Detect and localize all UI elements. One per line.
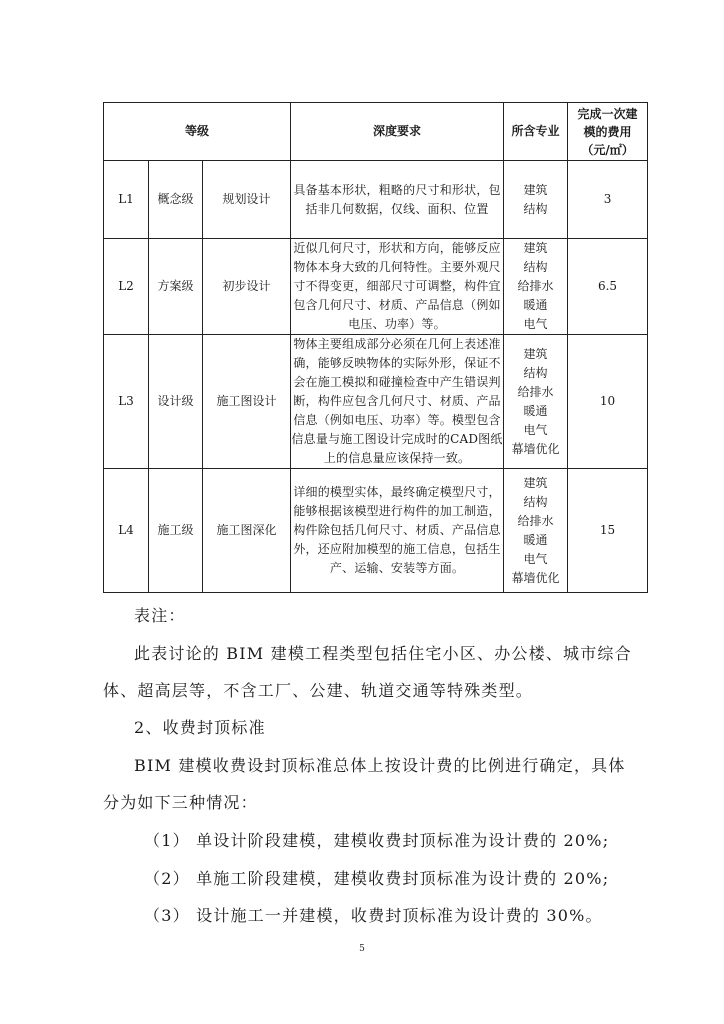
stage-cell: 规划设计	[203, 161, 291, 239]
specialty-item: 给排水	[517, 384, 554, 399]
note-text-line: 此表讨论的 BIM 建模工程类型包括住宅小区、办公楼、城市综合	[134, 644, 632, 663]
depth-cell: 物体主要组成部分必须在几何上表述准确，能够反映物体的实际外形，保证不会在施工模拟和碰撞检查中产生错误判断，构件应包含几何尺寸、材质、产品信息（例如电压、功率）等。模型包含信息量与施工图设计完成时的CAD图纸上的信息量应该保持一致。	[291, 335, 504, 469]
specialty-item: 暖通	[523, 403, 548, 418]
header-grade: 等级	[104, 103, 291, 161]
list-item: （2） 单施工阶段建模，建模收费封顶标准为设计费的 20%;	[144, 869, 610, 888]
intro-text-line: BIM 建模收费设封顶标准总体上按设计费的比例进行确定，具体	[134, 756, 626, 775]
specialties-cell	[504, 335, 568, 469]
specialty-item: 电气	[523, 551, 548, 566]
specialty-item: 结构	[523, 365, 548, 380]
specialty-item: 给排水	[517, 513, 554, 528]
specialty-item: 结构	[523, 494, 548, 509]
note-text-line: 体、超高层等，不含工厂、公建、轨道交通等特殊类型。	[103, 681, 534, 700]
stage-cell: 施工图深化	[203, 469, 291, 593]
specialty-item: 建筑	[523, 346, 548, 361]
specialty-item: 暖通	[523, 532, 548, 547]
specialty-item: 结构	[523, 201, 548, 216]
specialties-cell	[504, 161, 568, 239]
specialty-item: 建筑	[523, 241, 548, 255]
page-number: 5	[359, 944, 365, 954]
list-item: （1） 单设计阶段建模，建模收费封顶标准为设计费的 20%;	[144, 831, 610, 850]
header-cost-line: 模的费用	[583, 124, 632, 139]
header-depth: 深度要求	[291, 103, 504, 161]
level-name-cell: 概念级	[149, 161, 203, 239]
specialty-item: 给排水	[517, 279, 554, 293]
specialty-item: 幕墙优化	[511, 441, 560, 456]
specialty-item: 结构	[523, 260, 548, 274]
table-row	[104, 469, 648, 593]
level-name-cell: 设计级	[149, 335, 203, 469]
header-specialties: 所含专业	[504, 103, 568, 161]
specialties-cell	[504, 239, 568, 335]
cost-cell: 3	[568, 161, 648, 239]
specialty-item: 电气	[523, 317, 548, 331]
specialty-item: 建筑	[523, 475, 548, 490]
table-row	[104, 335, 648, 469]
header-cost-line: （元/㎡）	[581, 142, 634, 157]
depth-cell: 近似几何尺寸，形状和方向，能够反应物体本身大致的几何特性。主要外观尺寸不得变更，细部尺寸可调整，构件宜包含几何尺寸、材质、产品信息（例如电压、功率）等。	[291, 239, 504, 335]
header-cost-line: 完成一次建	[577, 106, 638, 121]
table-row	[104, 161, 648, 239]
specialties-cell	[504, 469, 568, 593]
level-cell: L1	[104, 161, 149, 239]
cost-cell: 15	[568, 469, 648, 593]
cost-cell: 6.5	[568, 239, 648, 335]
cost-cell: 10	[568, 335, 648, 469]
level-cell: L2	[104, 239, 149, 335]
level-cell: L3	[104, 335, 149, 469]
header-cost	[568, 103, 648, 161]
section-title: 2、收费封顶标准	[134, 718, 266, 737]
specialty-item: 暖通	[523, 298, 548, 312]
stage-cell: 施工图设计	[203, 335, 291, 469]
level-name-cell: 施工级	[149, 469, 203, 593]
table-header-row	[104, 103, 648, 161]
level-name-cell: 方案级	[149, 239, 203, 335]
note-label: 表注：	[134, 606, 186, 625]
lod-cost-table	[103, 102, 648, 593]
intro-text-line: 分为如下三种情况：	[103, 793, 258, 812]
list-item: （3） 设计施工一并建模，收费封顶标准为设计费的 30%。	[144, 906, 603, 925]
depth-cell: 详细的模型实体，最终确定模型尺寸，能够根据该模型进行构件的加工制造，构件除包括几何尺寸、材质、产品信息外，还应附加模型的施工信息，包括生产、运输、安装等方面。	[291, 469, 504, 593]
table-row	[104, 239, 648, 335]
specialty-item: 建筑	[523, 182, 548, 197]
specialty-item: 幕墙优化	[511, 570, 560, 585]
depth-cell: 具备基本形状，粗略的尺寸和形状，包括非几何数据，仅线、面积、位置	[291, 161, 504, 239]
specialty-item: 电气	[523, 422, 548, 437]
level-cell: L4	[104, 469, 149, 593]
stage-cell: 初步设计	[203, 239, 291, 335]
